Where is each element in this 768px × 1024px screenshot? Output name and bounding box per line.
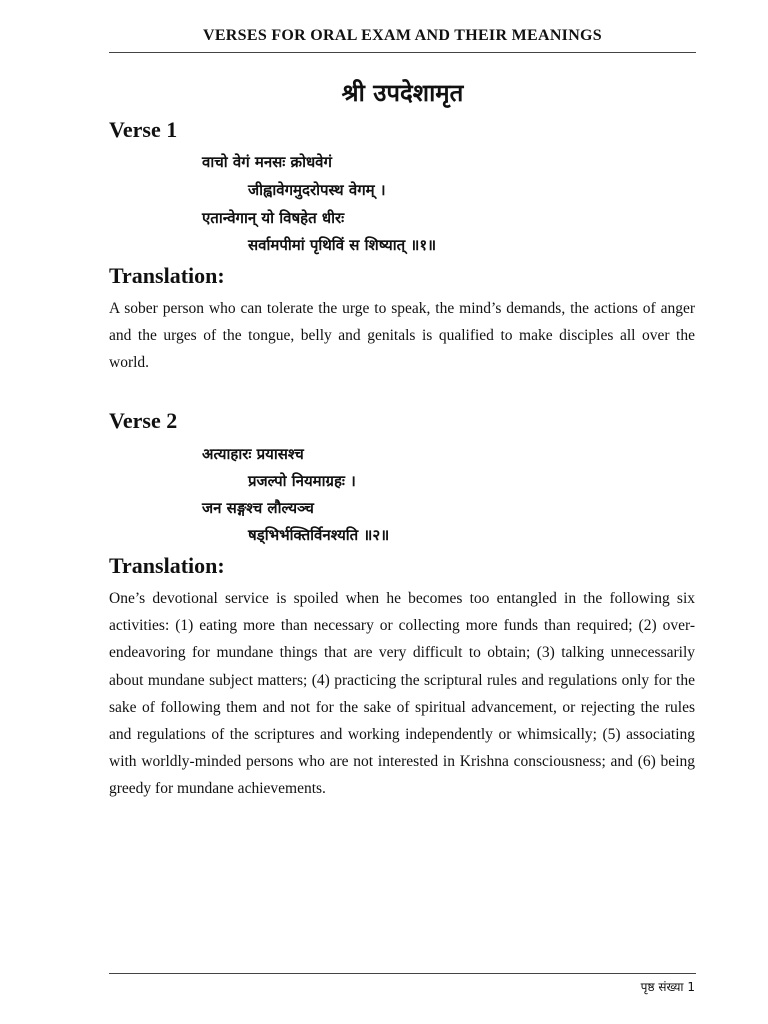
verse-1-line-4: सर्वामपीमां पृथिविं स शिष्यात् ॥१॥	[248, 236, 437, 254]
verse-1-line-2: जीह्वावेगमुदरोपस्थ वेगम् ।	[248, 181, 386, 199]
verse-1-line-3: एतान्वेगान् यो विषहेत धीरः	[202, 209, 345, 227]
main-title: श्री उपदेशामृत	[341, 79, 464, 107]
header-title: VERSES FOR ORAL EXAM AND THEIR MEANINGS	[202, 27, 603, 44]
verse-2-line-4: षड्भिर्भक्तिर्विनश्यति ॥२॥	[248, 526, 390, 544]
verse-2-translation-heading: Translation:	[109, 553, 225, 578]
verse-2-heading: Verse 2	[109, 408, 178, 433]
verse-2-line-1: अत्याहारः प्रयासश्च	[202, 445, 304, 463]
verse-1-line-1: वाचो वेगं मनसः क्रोधवेगं	[202, 153, 332, 171]
verse-1-translation: A sober person who can tolerate the urge to speak, the mind’s demands, the actions of anger and the urges of the tongue, belly and genitals is qualified to make disciples all over the world.	[109, 300, 695, 372]
footer-rule	[109, 973, 696, 974]
verse-2-translation: One’s devotional service is spoiled when he becomes too entangled in the following six activities: (1) eating more than necessary or collecting more funds than required; (2) over-endeavoring for mundane things that are very difficult to obtain; (3) talking unnecessarily about mundane subject matters; (4) practicing the scriptural rules and regulations only for the sake of following them and not for the sake of spiritual advancement, or rejecting the rules and regulations of the scriptures and working independently or whimsically; (5) associating with worldly-minded persons who are not interested in Krishna consciousness; and (6) being greedy for mundane achievements.	[109, 590, 695, 798]
page-number: पृष्ठ संख्या 1	[640, 980, 695, 994]
verse-1-translation-heading: Translation:	[109, 263, 225, 288]
verse-2-line-2: प्रजल्पो नियमाग्रहः ।	[248, 472, 356, 490]
verse-1-heading: Verse 1	[109, 117, 178, 142]
verse-2-line-3: जन सङ्गश्च लौल्यञ्च	[202, 499, 314, 517]
header-rule	[109, 52, 696, 53]
